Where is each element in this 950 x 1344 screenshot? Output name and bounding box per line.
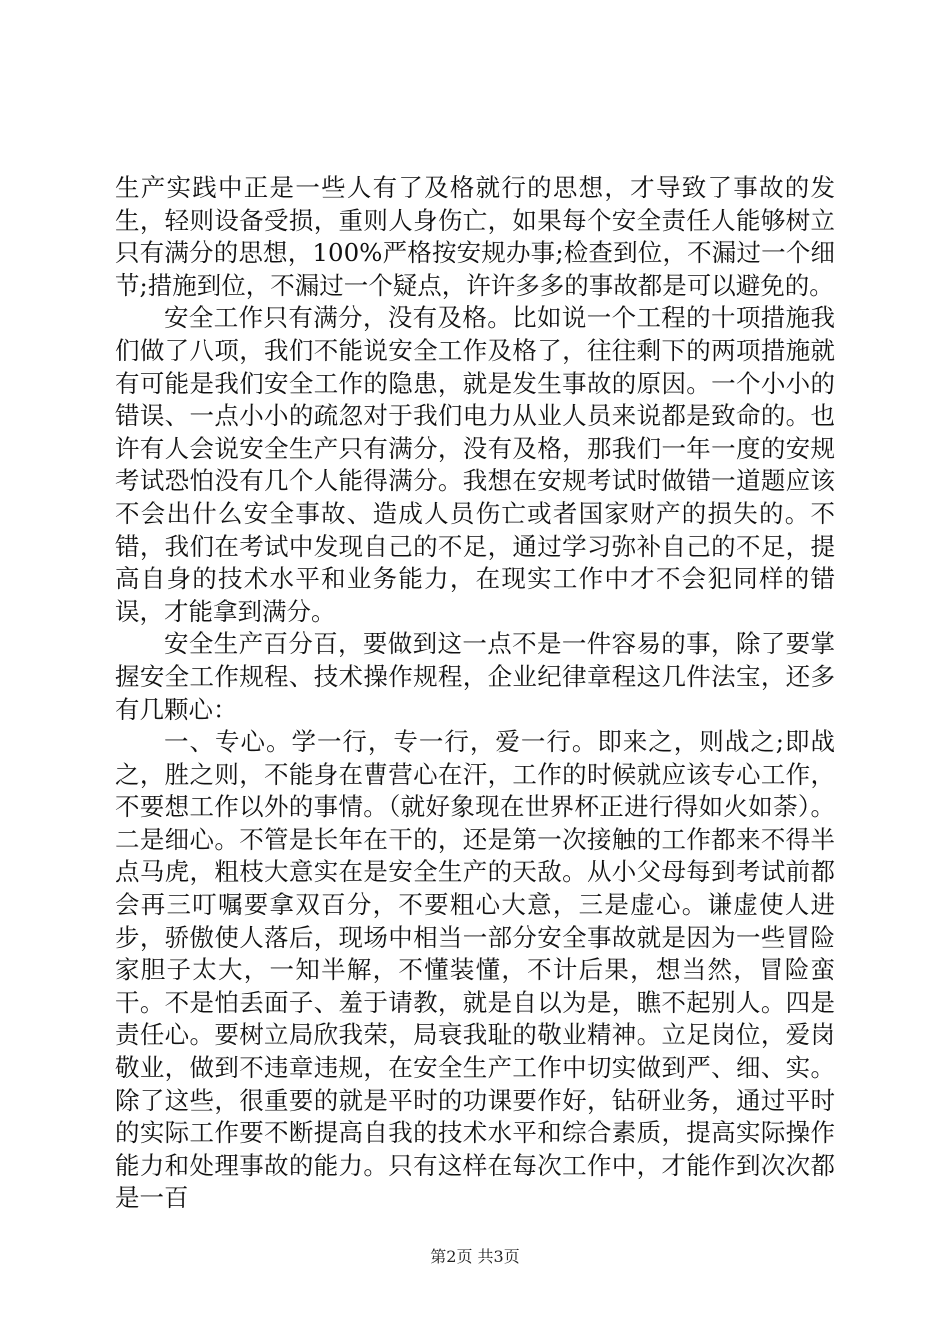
page-number-footer: 第2页 共3页 [430, 1247, 520, 1266]
paragraph-four-hearts: 一、专心。学一行，专一行，爱一行。即来之，则战之;即战之，胜之则，不能身在曹营心在汗，工作的时候就应该专心工作，不要想工作以外的事情。（就好象现在世界杯正进行得如火如荼）。二是细心。不管是长年在干的，还是第一次接触的工作都来不得半点马虎，粗枝大意实在是安全生产的天敌。从小父母每到考试前都会再三叮嘱要拿双百分，不要粗心大意，三是虚心。谦虚使人进步，骄傲使人落后，现场中相当一部分安全事故就是因为一些冒险家胆子太大，一知半解，不懂装懂，不计后果，想当然，冒险蛮干。不是怕丢面子、羞于请教，就是自以为是，瞧不起别人。四是责任心。要树立局欣我荣，局衰我耻的敬业精神。立足岗位，爱岗敬业，做到不违章违规，在安全生产工作中切实做到严、细、实。除了这些，很重要的就是平时的功课要作好，钻研业务，通过平时的实际工作要不断提高自我的技术水平和综合素质，提高实际操作能力和处理事故的能力。只有这样在每次工作中，才能作到次次都是一百 [115, 727, 835, 1213]
paragraph-full-score: 安全工作只有满分，没有及格。比如说一个工程的十项措施我们做了八项，我们不能说安全工作及格了，往往剩下的两项措施就有可能是我们安全工作的隐患，就是发生事故的原因。一个小小的错误、一点小小的疏忽对于我们电力从业人员来说都是致命的。也许有人会说安全生产只有满分，没有及格，那我们一年一度的安规考试恐怕没有几个人能得满分。我想在安规考试时做错一道题应该不会出什么安全事故、造成人员伤亡或者国家财产的损失的。不错，我们在考试中发现自己的不足，通过学习弥补自己的不足，提高自身的技术水平和业务能力，在现实工作中才不会犯同样的错误，才能拿到满分。 [115, 303, 835, 626]
paragraph-hundred-percent: 安全生产百分百，要做到这一点不是一件容易的事，除了要掌握安全工作规程、技术操作规程，企业纪律章程这几件法宝，还多有几颗心： [115, 629, 835, 724]
document-body [115, 172, 835, 1215]
paragraph-continuation: 生产实践中正是一些人有了及格就行的思想，才导致了事故的发生，轻则设备受损，重则人身伤亡，如果每个安全责任人能够树立只有满分的思想，100%严格按安规办事;检查到位，不漏过一个细节;措施到位，不漏过一个疑点，许许多多的事故都是可以避免的。 [115, 173, 835, 300]
